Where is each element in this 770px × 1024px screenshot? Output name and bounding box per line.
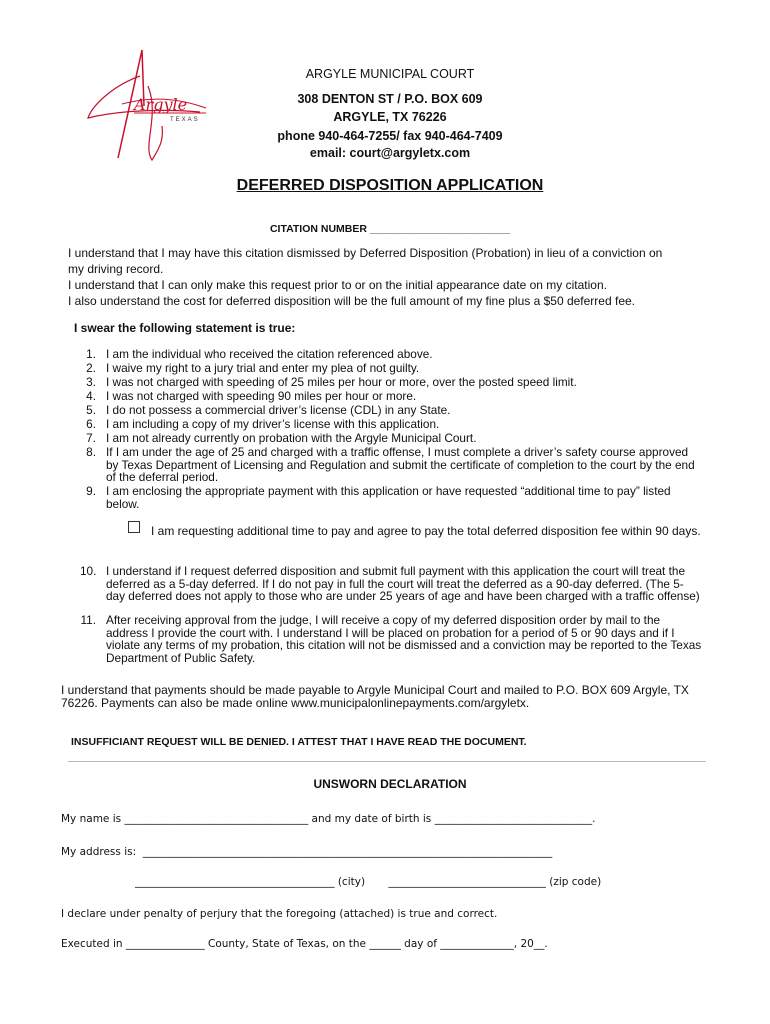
statement-number: 6.	[86, 417, 96, 431]
statement-text: I was not charged with speeding of 25 miles per hour or more, over the posted speed limit.	[106, 375, 577, 389]
statement-text: I am including a copy of my driver’s license with this application.	[106, 417, 440, 431]
statement-number: 1.	[86, 347, 96, 361]
court-name: ARGYLE MUNICIPAL COURT	[305, 67, 475, 81]
unsworn-declaration-heading: UNSWORN DECLARATION	[313, 777, 467, 791]
statement-number: 10.	[80, 564, 97, 578]
statement-number: 5.	[86, 403, 96, 417]
court-address-line1: 308 DENTON ST / P.O. BOX 609	[297, 92, 483, 106]
statement-number: 2.	[86, 361, 96, 375]
address-line[interactable]: My address is: ______________________________________________________________________________	[61, 846, 553, 858]
name-dob-line[interactable]: My name is ___________________________________ and my date of birth is ______________________________.	[61, 813, 596, 825]
citation-number-field[interactable]: CITATION NUMBER ________________________	[269, 223, 511, 235]
court-address-line2: ARGYLE, TX 76226	[333, 110, 447, 124]
additional-time-label: I am requesting additional time to pay and agree to pay the total deferred disposition fee within 90 days.	[151, 524, 701, 538]
statement-number: 8.	[86, 445, 96, 459]
statement-text: I am enclosing the appropriate payment with this application or have requested “additional time to pay” listed below.	[106, 484, 671, 511]
logo-wordmark: Argyle	[134, 95, 188, 114]
court-phone: phone 940-464-7255/ fax 940-464-7409	[277, 129, 503, 143]
court-email: email: court@argyletx.com	[309, 146, 471, 160]
statement-number: 11.	[80, 613, 96, 627]
perjury-statement: I declare under penalty of perjury that the foregoing (attached) is true and correct.	[61, 908, 498, 920]
statement-text: I do not possess a commercial driver’s license (CDL) in any State.	[106, 403, 451, 417]
statement-number: 4.	[86, 389, 96, 403]
statement-text: I understand if I request deferred disposition and submit full payment with this application the court will treat the deferred as a 5-day deferred. If I do not pay in full the court will treat the deferred as a 90-day deferred. (The 5-day deferred does not apply to those who are under 25 years of age and have been charged with a traffic offense)	[106, 564, 700, 603]
executed-line[interactable]: Executed in _______________ County, State of Texas, on the ______ day of ______________, 20__.	[61, 938, 548, 950]
intro-line: I understand that I may have this citation dismissed by Deferred Disposition (Probation) in lieu of a conviction on	[68, 246, 663, 260]
statement-text: I was not charged with speeding 90 miles per hour or more.	[106, 389, 417, 403]
city-zip-line[interactable]: ______________________________________ (city) ______________________________ (zip code)	[135, 876, 602, 888]
payments-notice: I understand that payments should be made payable to Argyle Municipal Court and mailed to P.O. BOX 609 Argyle, TX 76226. Payments can also be made online www.municipalonlinepayments.com/argyletx.	[61, 683, 689, 710]
section-divider	[68, 761, 706, 762]
statement-number: 7.	[86, 431, 96, 445]
statement-text: I am the individual who received the citation referenced above.	[106, 347, 433, 361]
form-title: DEFERRED DISPOSITION APPLICATION	[236, 177, 544, 194]
insufficient-request-warning: INSUFFICIANT REQUEST WILL BE DENIED. I ATTEST THAT I HAVE READ THE DOCUMENT.	[71, 736, 527, 748]
additional-time-checkbox[interactable]	[128, 521, 140, 533]
statement-text: I am not already currently on probation with the Argyle Municipal Court.	[106, 431, 477, 445]
statement-number: 9.	[86, 484, 96, 498]
statement-text: If I am under the age of 25 and charged with a traffic offense, I must complete a driver’s safety course approved by Texas Department of Licensing and Regulation and submit the certificate of completion to the court by the end of the deferral period.	[106, 445, 695, 484]
intro-line: my driving record.	[68, 262, 164, 276]
logo-subtitle: TEXAS	[170, 117, 200, 123]
statement-text: I waive my right to a jury trial and enter my plea of not guilty.	[106, 361, 420, 375]
statement-number: 3.	[86, 375, 96, 389]
intro-line: I also understand the cost for deferred disposition will be the full amount of my fine plus a $50 deferred fee.	[68, 294, 635, 308]
statement-text: After receiving approval from the judge, I will receive a copy of my deferred disposition order by mail to the address I provide the court with. I understand I will be placed on probation for a period of 5 or 90 days and if I violate any terms of my probation, this citation will not be dismissed and a conviction may be reported to the Texas Department of Public Safety.	[106, 613, 702, 665]
intro-line: I understand that I can only make this request prior to or on the initial appearance date on my citation.	[68, 278, 607, 292]
swear-heading: I swear the following statement is true:	[74, 321, 296, 335]
